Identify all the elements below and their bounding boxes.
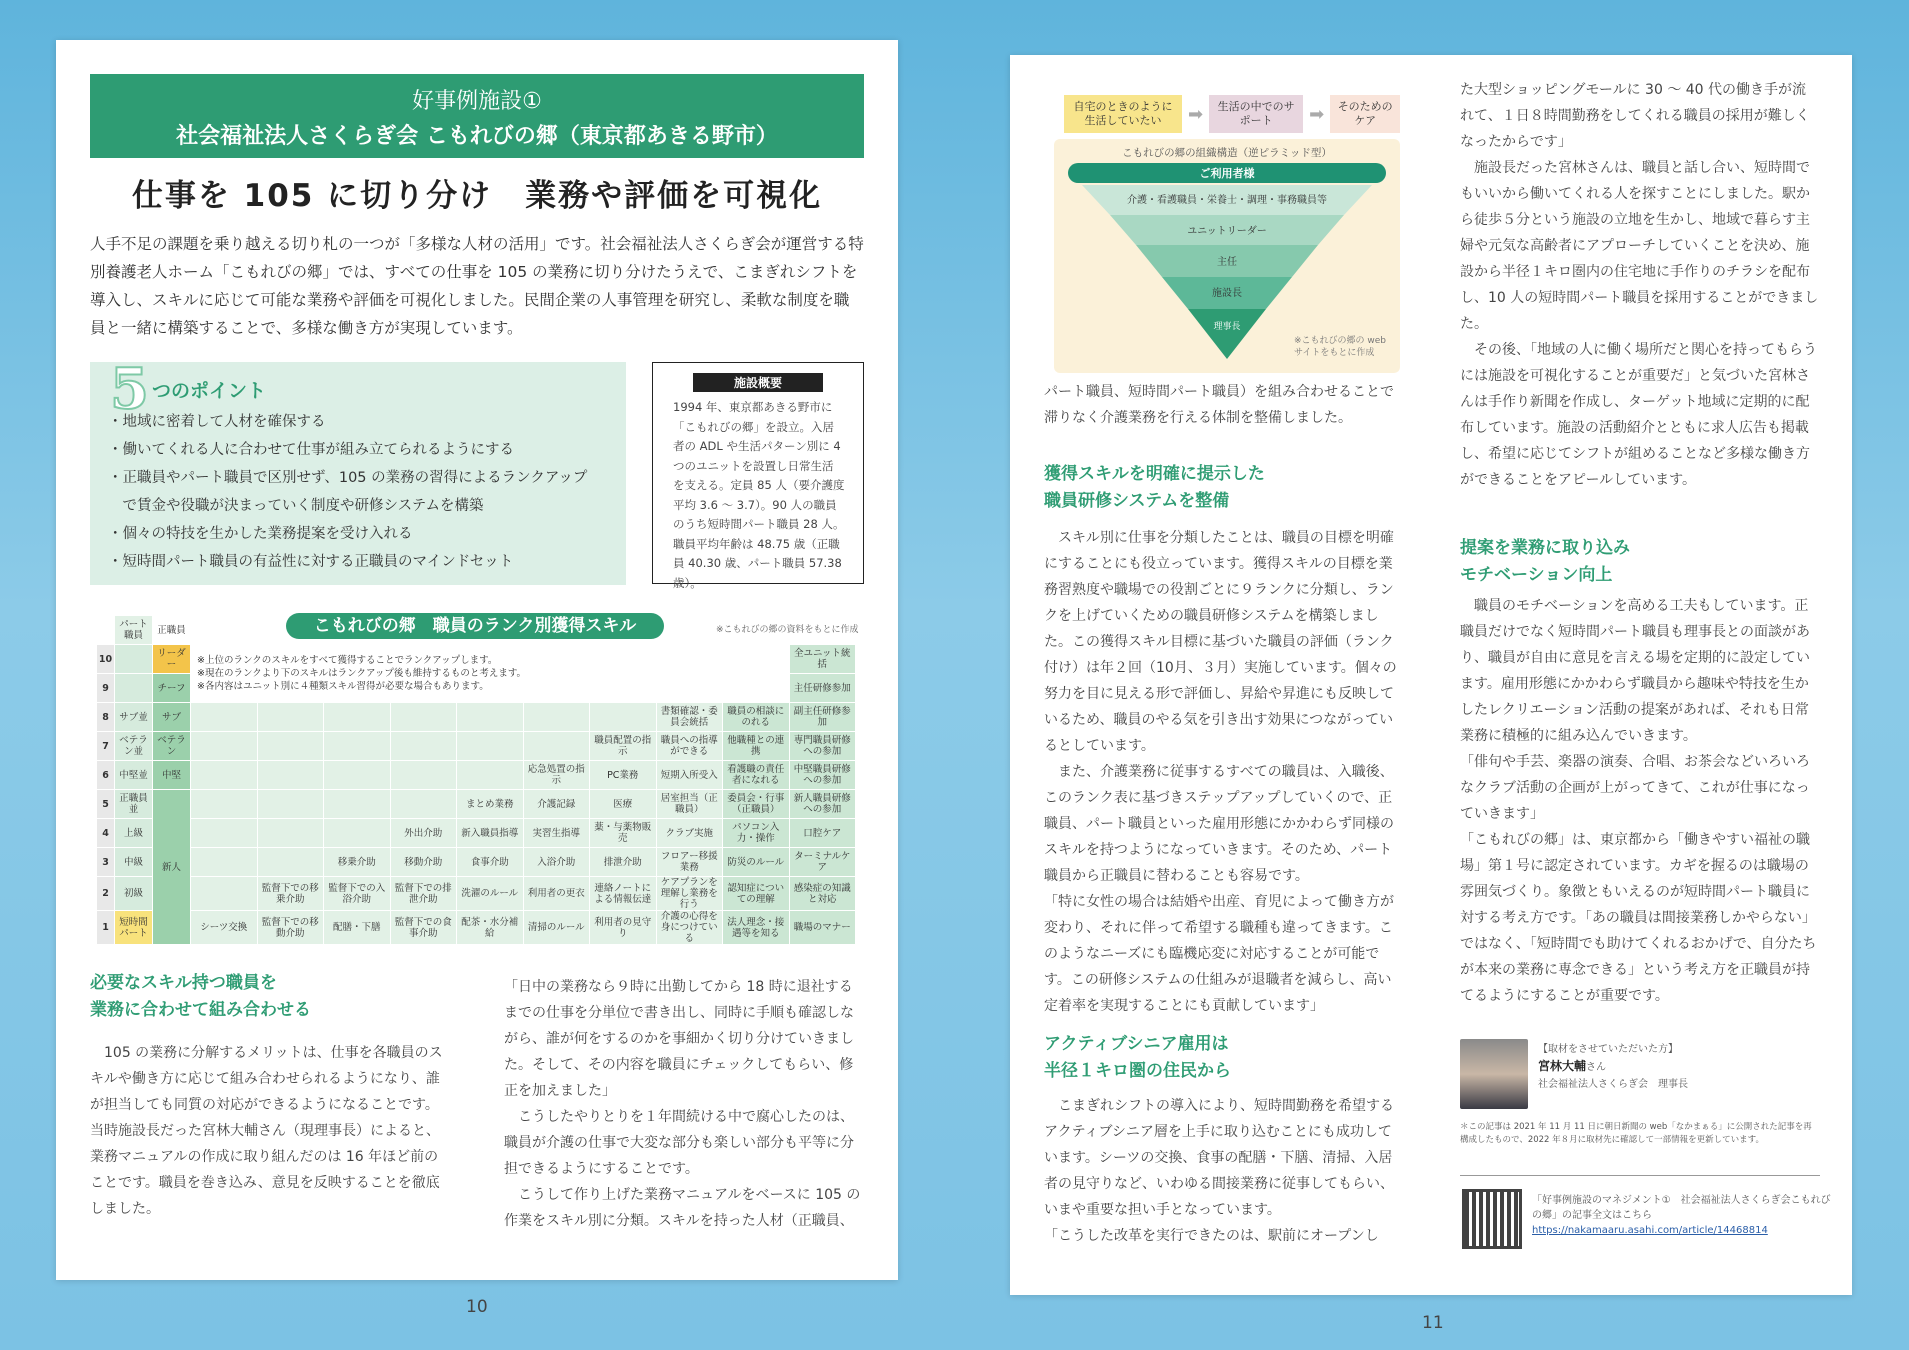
skill-cell: 清掃のルール xyxy=(523,911,590,945)
divider xyxy=(1460,1175,1820,1176)
skill-cell: 看護職の責任者になれる xyxy=(723,761,790,790)
skill-cell: 応急処置の指示 xyxy=(523,761,590,790)
skill-cell xyxy=(257,819,324,848)
point-item: で賃金や役職が決まっていく制度や研修システムを構築 xyxy=(108,498,484,514)
skill-cell: 監督下での移動介助 xyxy=(257,911,324,945)
skill-cell: 職員の相談にのれる xyxy=(723,703,790,732)
rank-number: 3 xyxy=(97,848,115,877)
facility-body: 1994 年、東京都あきる野市に「こもれびの郷」を設立。入居者の ADL や生活パターン別に 4 つのユニットを設置し日常生活を支える。定員 85 人（要介護度平均 3.6 ～ 3.7）。90 人の職員のうち短時間パート職員 28 人。職員平均年齢は 48.75 歳（正職員 40.30 歳、パート職員 57.38 歳）。 xyxy=(673,400,845,590)
skill-cell: 副主任研修参加 xyxy=(789,703,856,732)
skill-cell: 入浴介助 xyxy=(523,848,590,877)
skill-cell xyxy=(191,703,258,732)
credit-label: 【取材をさせていただいた方】 xyxy=(1538,1044,1678,1055)
skill-cell: 外出介助 xyxy=(390,819,457,848)
skill-table-title: こもれびの郷 職員のランク別獲得スキル xyxy=(286,613,664,639)
table-row xyxy=(97,761,856,790)
skill-cell xyxy=(257,790,324,819)
skill-cell: 実習生指導 xyxy=(523,819,590,848)
body-motivation: 職員のモチベーションを高める工夫もしています。正職員だけでなく短時間パート職員も理事長との面談があり、職員が自由に意見を言える場を定期的に設定しています。雇用形態にかかわらず職員から趣味や特技を生かしたレクリエーション活動の提案があれば、それも日常業務に積極的に組み込んでいきます。 「俳句や手芸、楽器の演奏、合唱、お茶会などいろいろなクラブ活動の企画が上がってきて、これが仕事になっていきます」 「こもれびの郷」は、東京都から「働きやすい福祉の職場」第１号に認定されています。カギを握るのは職場の雰囲気づくり。象徴ともいえるのが短時間パート職員に対する考え方です。「あの職員は間接業務しかやらない」ではなく、「短時間でも助けてくれるおかげで、自分たちが本来の業務に専念できる」という考え方を正職員が持てるようにすることが重要です。 xyxy=(1460,598,1817,1004)
arrow-right-icon: ➡ xyxy=(1309,103,1325,125)
body-senior: こまぎれシフトの導入により、短時間勤務を希望するアクティブシニア層を上手に取り込むことにも成功しています。シーツの交換、食事の配膳・下膳、清掃、入居者の見守りなど、いわゆる間接業務に従事してもらい、いまや重要な担い手となっています。 「こうした改革を実行できたのは、駅前にオープンし xyxy=(1044,1098,1394,1244)
skill-cell xyxy=(590,703,657,732)
table-head-blank xyxy=(97,616,115,645)
table-row xyxy=(97,848,856,877)
skill-cell xyxy=(523,732,590,761)
point-item: ・正職員やパート職員で区別せず、105 の業務の習得によるランクアップ xyxy=(108,470,588,486)
point-item: ・地域に密着して人材を確保する xyxy=(108,414,326,430)
right-page xyxy=(1010,55,1852,1295)
skill-cell xyxy=(191,761,258,790)
facility-overview-box xyxy=(652,362,864,590)
skill-cell: 居室担当（正職員） xyxy=(656,790,723,819)
qr-caption xyxy=(1532,1193,1832,1238)
skill-cell xyxy=(191,790,258,819)
skill-cell: フロアー移援業務 xyxy=(656,848,723,877)
skill-cell: 薬・与薬物販売 xyxy=(590,819,657,848)
skill-cell xyxy=(191,819,258,848)
body-column-1: 105 の業務に分解するメリットは、仕事を各職員のスキルや働き方に応じて組み合わせられるようになり、誰が担当しても同質の対応ができるようになることです。当時施設長だった宮林大輔さん（現理事長）によると、業務マニュアルの作成に取り組んだのは 16 年ほど前のことです。職員を巻き込み、意見を反映することを徹底しました。 xyxy=(90,1045,443,1217)
table-row xyxy=(97,819,856,848)
skill-cell: 監督下での食事介助 xyxy=(390,911,457,945)
facility-title: 施設概要 xyxy=(693,373,823,392)
skill-cell: 全ユニット統括 xyxy=(789,645,856,674)
skill-cell xyxy=(324,732,391,761)
skill-cell xyxy=(390,790,457,819)
points-number: 5 xyxy=(110,356,149,422)
skill-cell: 他職種との連携 xyxy=(723,732,790,761)
skill-cell xyxy=(457,703,524,732)
skill-cell: 専門職員研修への参加 xyxy=(789,732,856,761)
skill-cell: 排泄介助 xyxy=(590,848,657,877)
skill-cell xyxy=(523,703,590,732)
skill-cell xyxy=(191,877,258,911)
skill-cell: 認知症についての理解 xyxy=(723,877,790,911)
qr-text: 「好事例施設のマネジメント① 社会福祉法人さくらぎ会こもれびの郷」の記事全文はこちら xyxy=(1532,1195,1831,1221)
skill-cell: 利用者の見守り xyxy=(590,911,657,945)
skill-cell: ケアプランを理解し業務を行う xyxy=(656,877,723,911)
pyramid-caption: こもれびの郷の組織構造（逆ピラミッド型） xyxy=(1122,147,1332,159)
skill-cell: シーツ交換 xyxy=(191,911,258,945)
skill-cell: 短期入所受入 xyxy=(656,761,723,790)
rank-number: 1 xyxy=(97,911,115,945)
body-column-2: 「日中の業務なら９時に出勤してから 18 時に退社するまでの仕事を分単位で書き出し、同時に手順も確認しながら、誰が何をするのかを事細かく切り分けていきました。そして、その内容を職員にチェックしてもらい、修正を加えました」 こうしたやりとりを１年間続ける中で腐心したのは、職員が介護の仕事で大変な部分も楽しい部分も平等に分担できるようにすることです。 こうして作り上げた業務マニュアルをベースに 105 の作業をスキル別に分類。スキルを持った人材（正職員、 xyxy=(504,979,861,1229)
lead-paragraph: 人手不足の課題を乗り越える切り札の一つが「多様な人材の活用」です。社会福祉法人さくらぎ会が運営する特別養護老人ホーム「こもれびの郷」では、すべての仕事を 105 の業務に切り分けたうえで、こまぎれシフトを導入し、スキルに応じて可能な業務や評価を可視化しました。民間企業の人事管理を研究し、柔軟な制度を職員と一緒に構築することで、多様な働き方が実現しています。 xyxy=(90,235,864,337)
rank-number: 6 xyxy=(97,761,115,790)
pyramid-level-2: 介護・看護職員・栄養士・調理・事務職員等 xyxy=(1127,195,1327,206)
pyramid-level-3: ユニットリーダー xyxy=(1187,226,1267,237)
skill-cell xyxy=(324,790,391,819)
skill-cell: 監督下での移乗介助 xyxy=(257,877,324,911)
rank-part: サブ並 xyxy=(115,703,153,732)
flow-step: 生活の中でのサポート xyxy=(1209,95,1303,133)
skill-cell: 移乗介助 xyxy=(324,848,391,877)
pyramid-level-6: 理事長 xyxy=(1213,322,1241,332)
qr-code-icon[interactable] xyxy=(1462,1189,1522,1249)
skill-cell xyxy=(390,732,457,761)
credit-name: 宮林大輔 xyxy=(1538,1059,1587,1073)
flow-step: そのためのケア xyxy=(1330,95,1400,133)
banner-subtitle: 好事例施設① xyxy=(412,89,542,114)
point-item: ・個々の特技を生かした業務提案を受け入れる xyxy=(108,526,413,542)
pyramid-level-1: ご利用者様 xyxy=(1199,167,1255,180)
skill-cell: 新人職員研修への参加 xyxy=(789,790,856,819)
skill-cell: 法人理念・接遇等を知る xyxy=(723,911,790,945)
skill-cell xyxy=(191,848,258,877)
credit-block xyxy=(1538,1041,1688,1093)
skill-cell: 中堅職員研修への参加 xyxy=(789,761,856,790)
left-page xyxy=(56,40,898,1280)
pyramid-level-5: 施設長 xyxy=(1212,288,1242,299)
article-link[interactable]: https://nakamaaru.asahi.com/article/14468814 xyxy=(1532,1225,1768,1236)
table-row xyxy=(97,645,856,674)
skill-cell: 利用者の更衣 xyxy=(523,877,590,911)
interviewee-photo xyxy=(1460,1039,1528,1109)
section-title-training: 獲得スキルを明確に提示した 職員研修システムを整備 xyxy=(1044,464,1265,511)
skill-cell xyxy=(257,732,324,761)
table-row xyxy=(97,732,856,761)
points-title: つのポイント xyxy=(152,380,267,402)
body-col2-top: た大型ショッピングモールに 30 ～ 40 代の働き手が流れて、１日８時間勤務をしてくれる職員の採用が難しくなったからです」 施設長だった宮林さんは、職員と話し合い、短時間でもいいから働いてくれる人を探すことにしました。駅から徒歩５分という施設の立地を生かし、地域で暮らす主婦や元気な高齢者にアプローチしていくことを決め、施設から半径１キロ圏内の住宅地に手作りのチラシを配布し、10 人の短時間パート職員を採用することができました。 その後、「地域の人に働く場所だと関心を持ってもらうには施設を可視化することが重要だ」と気づいた宮林さんは手作り新聞を作成し、ターゲット地域に定期的に配布しています。施設の活動紹介とともに求人広告も掲載し、希望に応じてシフトが組めることなど多様な働き方ができることをアピールしています。 xyxy=(1460,82,1819,488)
skill-cell: 監督下での排泄介助 xyxy=(390,877,457,911)
skill-cell xyxy=(257,761,324,790)
credit-honorific: さん xyxy=(1586,1062,1607,1073)
five-points-box xyxy=(90,356,626,585)
table-body xyxy=(97,645,856,945)
skill-cell: 連絡ノートによる情報伝達 xyxy=(590,877,657,911)
skill-cell: 主任研修参加 xyxy=(789,674,856,703)
title-banner xyxy=(90,74,864,158)
rank-regular: 中堅 xyxy=(153,761,191,790)
section-title-skills: 必要なスキル持つ職員を 業務に合わせて組み合わせる xyxy=(90,973,311,1020)
table-row xyxy=(97,790,856,819)
table-row xyxy=(97,877,856,911)
rank-number: 5 xyxy=(97,790,115,819)
rank-number: 8 xyxy=(97,703,115,732)
skill-cell: 移動介助 xyxy=(390,848,457,877)
skill-cell xyxy=(390,703,457,732)
rank-part: 中級 xyxy=(115,848,153,877)
body-col1-top: パート職員、短時間パート職員）を組み合わせることで滞りなく介護業務を行える体制を整備しました。 xyxy=(1044,384,1394,426)
point-item: ・働いてくれる人に合わせて仕事が組み立てられるようにする xyxy=(108,442,514,458)
page-number-left: 10 xyxy=(466,1297,488,1317)
care-flow xyxy=(1064,95,1400,133)
skill-cell xyxy=(324,819,391,848)
skill-cell: 監督下での入浴介助 xyxy=(324,877,391,911)
skill-cell: 食事介助 xyxy=(457,848,524,877)
rank-number: 2 xyxy=(97,877,115,911)
rank-number: 10 xyxy=(97,645,115,674)
arrow-right-icon: ➡ xyxy=(1188,103,1204,125)
skill-cell: 感染症の知識と対応 xyxy=(789,877,856,911)
skill-table-source: ※こもれびの郷の資料をもとに作成 xyxy=(716,625,859,635)
rank-number: 4 xyxy=(97,819,115,848)
skill-cell: まとめ業務 xyxy=(457,790,524,819)
skill-cell: 職員への指導ができる xyxy=(656,732,723,761)
rank-skill-table xyxy=(96,615,856,945)
rank-number: 9 xyxy=(97,674,115,703)
flow-step: 自宅のときのように生活していたい xyxy=(1064,95,1182,133)
table-row xyxy=(97,703,856,732)
page-number-right: 11 xyxy=(1422,1313,1444,1333)
table-row xyxy=(97,911,856,945)
point-item: ・短時間パート職員の有益性に対する正職員のマインドセット xyxy=(108,554,514,570)
skill-cell: 医療 xyxy=(590,790,657,819)
rank-part: 初級 xyxy=(115,877,153,911)
rank-part: 短時間パート xyxy=(115,911,153,945)
org-pyramid xyxy=(1054,139,1400,373)
rank-regular: チーフ xyxy=(153,674,191,703)
skill-cell: 委員会・行事（正職員） xyxy=(723,790,790,819)
skill-notes: ※上位のランクのスキルをすべて獲得することでランクアップします。 ※現在のランクより下のスキルはランクアップ後も維持するものと考えます。 ※各内容はユニット別に４種類スキル習得が必要な場合もあります。 xyxy=(191,645,790,703)
table-head-reg: 正職員 xyxy=(153,616,191,645)
credit-org: 社会福祉法人さくらぎ会 理事長 xyxy=(1538,1079,1688,1090)
skill-cell: クラブ実施 xyxy=(656,819,723,848)
skill-cell: 防災のルール xyxy=(723,848,790,877)
rank-regular-span: 新人 xyxy=(153,790,191,945)
section-title-senior: アクティブシニア雇用は 半径１キロ圏の住民から xyxy=(1044,1034,1231,1081)
banner-title: 社会福祉法人さくらぎ会 こもれびの郷（東京都あきる野市） xyxy=(176,124,778,149)
rank-number: 7 xyxy=(97,732,115,761)
rank-part xyxy=(115,645,153,674)
body-training: スキル別に仕事を分類したことは、職員の目標を明確にすることにも役立っています。獲得スキルの目標を業務習熟度や職場での役割ごとに９ランクに分類し、ランクを上げていくための職員研修システムを構築しました。この獲得スキル目標に基づいた職員の評価（ランク付け）は年２回（10月、３月）実施しています。個々の努力を目に見える形で評価し、昇給や昇進にも反映しているため、職員のやる気を引き出す効果につながっているとしています。 また、介護業務に従事するすべての職員は、入職後、このランク表に基づきステップアップしていくので、正職員、パート職員といった雇用形態にかかわらず同様のスキルを持つようになっていきます。そのため、パート職員から正職員に替わることも容易です。 「特に女性の場合は結婚や出産、育児によって働き方が変わり、それに伴って希望する職種も違ってきます。このようなニーズにも臨機応変に対応することが可能です。この研修システムの仕組みが退職者を減らし、高い定着率を実現することにも貢献しています」 xyxy=(1044,530,1397,1014)
table-head-part: パート職員 xyxy=(115,616,153,645)
rank-part: 正職員並 xyxy=(115,790,153,819)
points-list xyxy=(108,408,587,576)
rank-regular: サブ xyxy=(153,703,191,732)
skill-cell: 洗濯のルール xyxy=(457,877,524,911)
pyramid-note: ※こもれびの郷の web サイトをもとに作成 xyxy=(1293,336,1386,358)
rank-regular: リーダー xyxy=(153,645,191,674)
skill-cell: 介護記録 xyxy=(523,790,590,819)
section-title-motivation: 提案を業務に取り込み モチベーション向上 xyxy=(1460,538,1630,585)
skill-cell: 新入職員指導 xyxy=(457,819,524,848)
rank-part: 上級 xyxy=(115,819,153,848)
skill-cell xyxy=(257,848,324,877)
rank-part xyxy=(115,674,153,703)
rank-part: 中堅並 xyxy=(115,761,153,790)
skill-cell: 配膳・下膳 xyxy=(324,911,391,945)
rank-regular: ベテラン xyxy=(153,732,191,761)
pyramid-level-4: 主任 xyxy=(1217,257,1237,268)
skill-cell: 書類確認・委員会統括 xyxy=(656,703,723,732)
skill-cell xyxy=(324,761,391,790)
skill-cell xyxy=(457,732,524,761)
skill-cell xyxy=(390,761,457,790)
skill-cell: ターミナルケア xyxy=(789,848,856,877)
skill-cell xyxy=(457,761,524,790)
skill-cell: PC業務 xyxy=(590,761,657,790)
skill-cell: 介護の心得を身につけている xyxy=(656,911,723,945)
skill-cell: パソコン入力・操作 xyxy=(723,819,790,848)
skill-cell: 職場のマナー xyxy=(789,911,856,945)
skill-cell xyxy=(191,732,258,761)
skill-cell: 配茶・水分補給 xyxy=(457,911,524,945)
skill-cell xyxy=(257,703,324,732)
skill-cell: 口腔ケア xyxy=(789,819,856,848)
article-footnote: ＊この記事は 2021 年 11 月 11 日に朝日新聞の web「なかまぁる」に公開された記事を再構成したもので、2022 年８月に取材先に確認して一部情報を更新しています。 xyxy=(1460,1122,1812,1145)
rank-part: ベテラン並 xyxy=(115,732,153,761)
skill-cell: 職員配置の指示 xyxy=(590,732,657,761)
page-headline: 仕事を 105 に切り分け 業務や評価を可視化 xyxy=(131,178,823,214)
skill-cell xyxy=(324,703,391,732)
